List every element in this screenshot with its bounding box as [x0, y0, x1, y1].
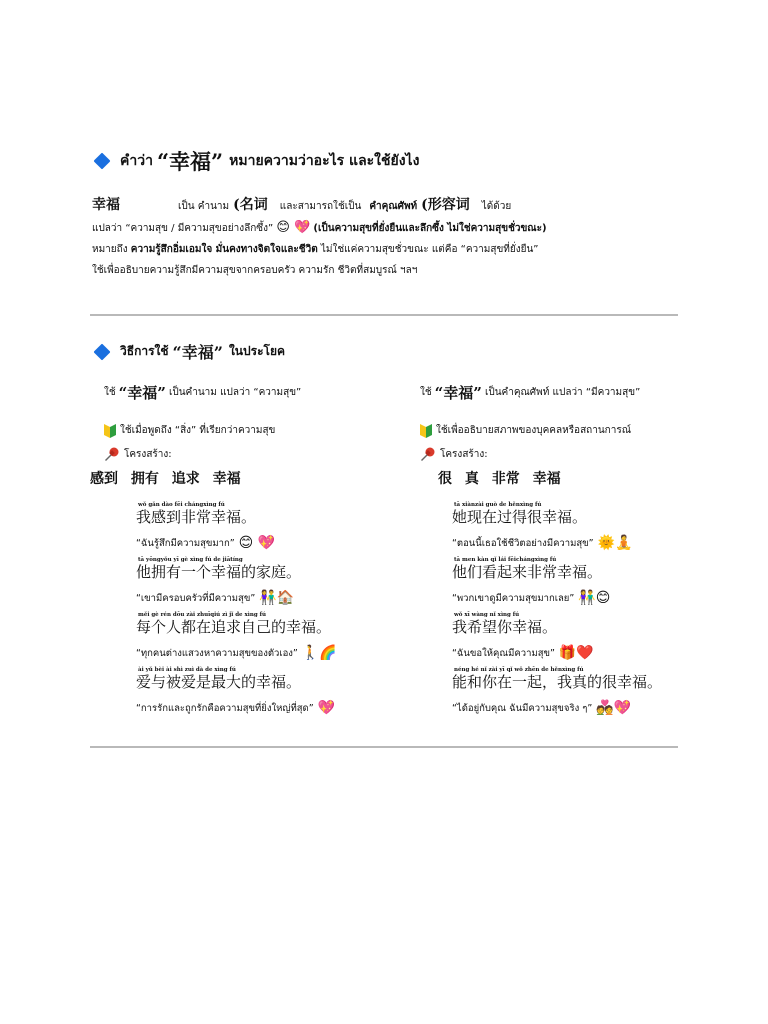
- usage-prefix: วิธีการใช้: [120, 344, 169, 358]
- adjective-usage-column: [420, 382, 720, 722]
- example-pinyin: tā men kàn qǐ lái fēichángxìng fú: [454, 557, 557, 563]
- translation-note: (เป็นความสุขที่ยั่งยืนและลึกซึ้ง ไม่ใช่ความสุขชั่วขณะ): [313, 223, 547, 234]
- beginner-leaf-icon: [104, 424, 116, 438]
- example-pinyin: měi gè rén dōu zài zhuīqiú zì jǐ de xìng fú: [138, 612, 266, 618]
- pos-tail: ได้ด้วย: [481, 201, 512, 212]
- example-item: [420, 502, 720, 551]
- example-pinyin: tā yōngyǒu yī gè xìng fú de jiātíng: [138, 557, 243, 563]
- example-emoji: 😊 💖: [238, 535, 276, 551]
- example-sentence: 能和你在一起，我真的很幸福。: [452, 673, 663, 691]
- example-item: [420, 612, 720, 661]
- structure-pattern: 感到 拥有 追求 幸福: [90, 471, 241, 487]
- pushpin-icon: [420, 446, 436, 462]
- example-emoji: 👫😊: [578, 590, 611, 606]
- meaning-line: [92, 240, 692, 259]
- usage-note: ใช้เพื่ออธิบายความรู้สึกมีความสุขจากครอบครัว ความรัก ชีวิตที่สมบูรณ์ ฯลฯ: [92, 265, 418, 276]
- column-title-word: “幸福”: [434, 384, 482, 402]
- structure-line: [420, 446, 720, 462]
- example-emoji: 💑💖: [596, 700, 632, 716]
- usage-heading: [92, 340, 285, 363]
- pos1-label: เป็น คำนาม: [178, 201, 230, 212]
- pos2-label: คำคุณศัพท์: [369, 201, 418, 212]
- example-pinyin: wǒ gǎn dào fēi chángxìng fú: [138, 502, 225, 508]
- structure-label: โครงสร้าง:: [440, 448, 488, 460]
- example-translation: “ตอนนี้เธอใช้ชีวิตอย่างมีความสุข”: [452, 537, 594, 549]
- example-pinyin: wǒ xī wàng nǐ xìng fú: [454, 612, 520, 618]
- usage-suffix: ในประโยค: [228, 344, 286, 358]
- example-pinyin: ài yǔ bèi ài shì zuì dà de xìng fú: [138, 667, 236, 673]
- pushpin-icon: [104, 446, 120, 462]
- column-title: [420, 382, 720, 403]
- structure-label: โครงสร้าง:: [124, 448, 172, 460]
- hint-line: [420, 423, 720, 438]
- heading-prefix: คำว่า: [120, 153, 153, 169]
- example-gloss: [136, 645, 404, 661]
- pos1-cn: (名词: [233, 197, 268, 213]
- example-list: [420, 502, 720, 716]
- definition-pos-row: [92, 196, 692, 216]
- example-gloss: [452, 590, 720, 606]
- example-emoji: 💖: [317, 700, 336, 716]
- blue-diamond-icon: [94, 343, 111, 360]
- meaning-rest: ไม่ใช่แค่ความสุขชั่วขณะ แต่คือ “ความสุขที่ยั่งยืน”: [320, 244, 539, 255]
- example-pinyin: néng hé nǐ zài yī qǐ wǒ zhēn de hěnxìng fú: [454, 667, 584, 673]
- definition-block: [92, 196, 692, 280]
- example-translation: “การรักและถูกรักคือความสุขที่ยิ่งใหญ่ที่สุด”: [136, 702, 314, 714]
- column-title: [104, 382, 404, 403]
- example-gloss: [136, 590, 404, 606]
- heading-suffix: หมายความว่าอะไร และใช้ยังไง: [229, 153, 420, 169]
- structure-line: [104, 446, 404, 462]
- blue-diamond-icon: [94, 153, 111, 170]
- example-sentence: 我感到非常幸福。: [136, 508, 257, 526]
- example-gloss: [136, 535, 404, 551]
- page-heading: [92, 146, 419, 176]
- example-gloss: [452, 645, 720, 661]
- meaning-bold: ความรู้สึกอิ่มเอมใจ มั่นคงทางจิตใจและชีวิต: [130, 244, 318, 255]
- hint-text: ใช้เมื่อพูดถึง “สิ่ง” ที่เรียกว่าความสุข: [120, 425, 276, 436]
- definition-word: 幸福: [92, 197, 120, 213]
- example-emoji: 🚶🌈: [301, 645, 337, 661]
- example-emoji: 🌞🧘: [597, 535, 633, 551]
- example-pinyin: tā xiànzài guò de hěnxìng fú: [454, 502, 542, 508]
- example-item: [104, 667, 404, 716]
- example-translation: “ฉันรู้สึกมีความสุขมาก”: [136, 537, 235, 549]
- example-item: [104, 612, 404, 661]
- column-title-prefix: ใช้: [104, 387, 116, 398]
- column-title-suffix: เป็นคำนาม แปลว่า “ความสุข”: [168, 387, 302, 398]
- example-gloss: [136, 700, 404, 716]
- example-translation: “ฉันขอให้คุณมีความสุข”: [452, 647, 555, 659]
- column-title-word: “幸福”: [118, 384, 166, 402]
- example-translation: “เขามีครอบครัวที่มีความสุข”: [136, 592, 256, 604]
- translation-line: [92, 218, 692, 238]
- section-divider: [90, 314, 678, 316]
- example-translation: “ทุกคนต่างแสวงหาความสุขของตัวเอง”: [136, 647, 298, 659]
- hint-text: ใช้เพื่ออธิบายสภาพของบุคคลหรือสถานการณ์: [436, 425, 631, 436]
- hint-line: [104, 423, 404, 438]
- example-emoji: 🎁❤️: [558, 645, 594, 661]
- translation-prefix: แปลว่า “ความสุข / มีความสุขอย่างลึกซึ้ง”: [92, 223, 274, 234]
- example-item: [104, 557, 404, 606]
- example-emoji: 👫🏠: [259, 590, 295, 606]
- column-title-suffix: เป็นคำคุณศัพท์ แปลว่า “มีความสุข”: [484, 387, 641, 398]
- beginner-leaf-icon: [420, 424, 432, 438]
- structure-pattern: 很 真 非常 幸福: [438, 471, 561, 487]
- example-item: [420, 557, 720, 606]
- example-item: [104, 502, 404, 551]
- meaning-prefix: หมายถึง: [92, 244, 128, 255]
- pos-join: และสามารถใช้เป็น: [279, 201, 362, 212]
- translation-emoji: 😊 💖: [276, 220, 311, 235]
- example-sentence: 我希望你幸福。: [452, 618, 558, 636]
- bottom-divider: [90, 746, 678, 748]
- example-translation: “ได้อยู่กับคุณ ฉันมีความสุขจริง ๆ”: [452, 702, 593, 714]
- example-gloss: [452, 535, 720, 551]
- usage-word: “幸福”: [172, 343, 223, 362]
- example-sentence: 爱与被爱是最大的幸福。: [136, 673, 302, 691]
- noun-usage-column: [90, 382, 404, 722]
- column-title-prefix: ใช้: [420, 387, 432, 398]
- example-sentence: 每个人都在追求自己的幸福。: [136, 618, 332, 636]
- example-item: [420, 667, 720, 716]
- example-list: [104, 502, 404, 716]
- pos2-cn: (形容词: [421, 197, 470, 213]
- example-sentence: 她现在过得很幸福。: [452, 508, 588, 526]
- heading-word: “幸福”: [156, 149, 224, 174]
- example-gloss: [452, 700, 720, 716]
- example-translation: “พวกเขาดูมีความสุขมากเลย”: [452, 592, 575, 604]
- example-sentence: 他们看起来非常幸福。: [452, 563, 603, 581]
- example-sentence: 他拥有一个幸福的家庭。: [136, 563, 302, 581]
